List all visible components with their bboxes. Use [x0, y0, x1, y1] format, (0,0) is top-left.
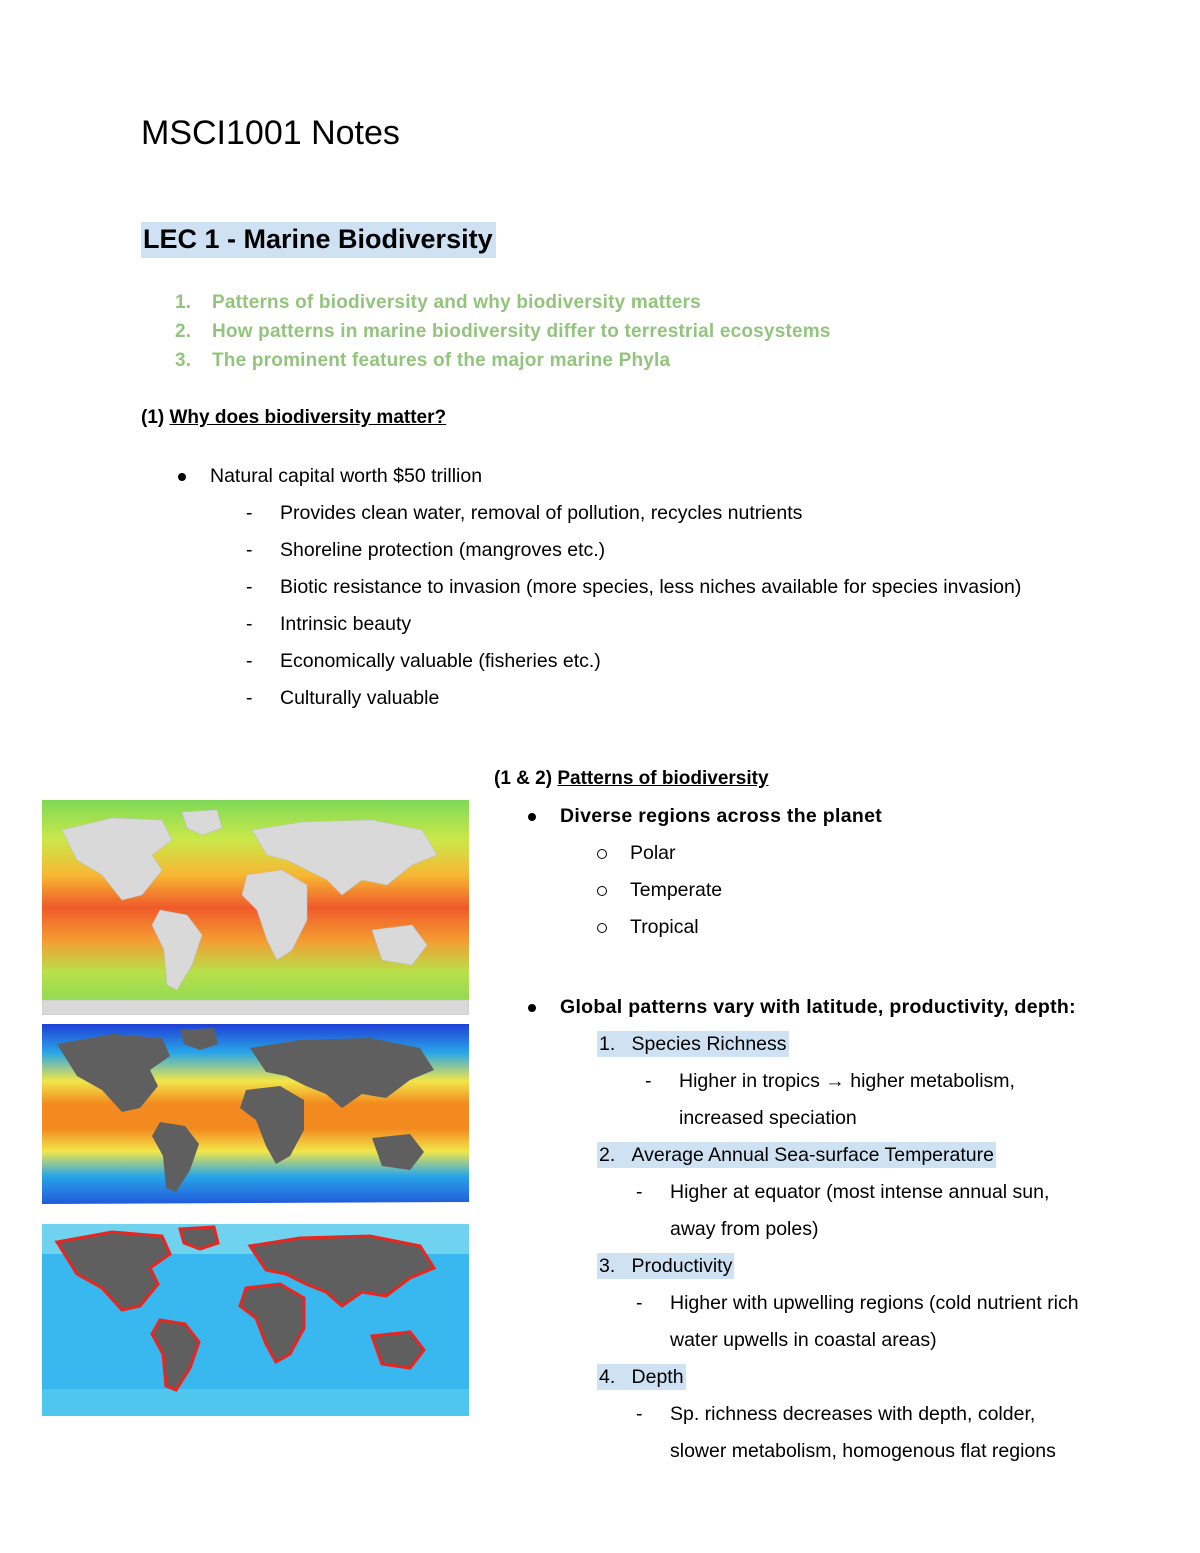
section1-title: Why does biodiversity matter?	[169, 407, 447, 428]
detail-text: increased speciation	[679, 1107, 857, 1129]
pattern-detail	[528, 1401, 1079, 1438]
dash-icon: -	[246, 650, 253, 672]
objective-text: Patterns of biodiversity and why biodiversity matters	[212, 292, 701, 313]
pattern-detail	[528, 1179, 1079, 1216]
section2-prefix: (1 & 2)	[494, 768, 558, 789]
pattern-label: Species Richness	[631, 1033, 787, 1055]
pattern-item	[528, 1031, 1079, 1068]
bullet-icon	[528, 1004, 536, 1012]
pattern-item	[528, 1142, 1079, 1179]
objective-number: 1.	[175, 292, 192, 313]
productivity-map-icon	[42, 1224, 469, 1416]
section2-list	[528, 803, 882, 951]
objective-text: The prominent features of the major marine Phyla	[212, 350, 671, 371]
circle-bullet-icon	[597, 886, 607, 896]
item-text: Culturally valuable	[280, 687, 440, 709]
dash-icon: -	[246, 539, 253, 561]
section2-heading	[494, 768, 769, 790]
list-item	[178, 611, 1021, 648]
map-figures	[42, 800, 469, 1416]
dash-icon: -	[246, 687, 253, 709]
sea-surface-temperature-map-icon	[42, 1024, 469, 1214]
pattern-label: Average Annual Sea-surface Temperature	[631, 1144, 994, 1166]
lecture-heading: LEC 1 - Marine Biodiversity	[141, 222, 496, 258]
pattern-detail-cont	[528, 1216, 1079, 1253]
document-title: MSCI1001 Notes	[141, 114, 400, 152]
list-item	[528, 840, 882, 877]
dash-icon: -	[645, 1070, 652, 1092]
list-item	[178, 685, 1021, 722]
region-text: Polar	[630, 842, 676, 864]
section2-title: Patterns of biodiversity	[557, 768, 769, 789]
region-text: Tropical	[630, 916, 699, 938]
pattern-number: 3.	[599, 1255, 616, 1277]
objective-number: 2.	[175, 321, 192, 342]
detail-text: slower metabolism, homogenous flat regions	[670, 1440, 1056, 1462]
pattern-detail	[528, 1290, 1079, 1327]
circle-bullet-icon	[597, 923, 607, 933]
detail-text: Higher with upwelling regions (cold nutrient rich	[670, 1292, 1079, 1314]
list-item	[178, 537, 1021, 574]
pattern-item	[528, 1253, 1079, 1290]
section1-list	[178, 463, 1021, 722]
item-text: Provides clean water, removal of pollution, recycles nutrients	[280, 502, 803, 524]
list-item	[178, 574, 1021, 611]
detail-text: water upwells in coastal areas)	[670, 1329, 937, 1351]
objective-item	[175, 290, 831, 319]
objective-text: How patterns in marine biodiversity differ to terrestrial ecosystems	[212, 321, 831, 342]
list-item	[528, 914, 882, 951]
bullet-text: Diverse regions across the planet	[560, 805, 883, 827]
pattern-detail-cont	[528, 1438, 1079, 1475]
section1-prefix: (1)	[141, 407, 170, 428]
item-text: Intrinsic beauty	[280, 613, 412, 635]
pattern-detail-cont	[528, 1105, 1079, 1142]
dash-icon: -	[636, 1181, 643, 1203]
item-text: Shoreline protection (mangroves etc.)	[280, 539, 606, 561]
item-text: Biotic resistance to invasion (more species, less niches available for species invasion)	[280, 576, 1022, 598]
region-text: Temperate	[630, 879, 723, 901]
objectives-list	[175, 290, 831, 377]
bullet-text: Natural capital worth $50 trillion	[210, 465, 483, 487]
objective-item	[175, 348, 831, 377]
list-item	[178, 648, 1021, 685]
pattern-label: Productivity	[631, 1255, 733, 1277]
pattern-detail	[528, 1068, 1079, 1105]
list-item	[528, 994, 1079, 1031]
list-item	[178, 500, 1021, 537]
objective-number: 3.	[175, 350, 192, 371]
objective-item	[175, 319, 831, 348]
item-text: Economically valuable (fisheries etc.)	[280, 650, 601, 672]
section1-heading	[141, 407, 446, 429]
pattern-number: 4.	[599, 1366, 616, 1388]
dash-icon: -	[636, 1403, 643, 1425]
detail-text: Higher at equator (most intense annual sun,	[670, 1181, 1050, 1203]
section2-patterns	[528, 994, 1079, 1475]
pattern-number: 1.	[599, 1033, 616, 1055]
list-item	[528, 877, 882, 914]
list-item	[528, 803, 882, 840]
dash-icon: -	[246, 576, 253, 598]
species-richness-map-icon	[42, 800, 469, 1015]
bullet-text: Global patterns vary with latitude, productivity, depth:	[560, 996, 1076, 1018]
detail-text: Higher in tropics → higher metabolism,	[679, 1070, 1015, 1092]
detail-text: away from poles)	[670, 1218, 819, 1240]
bullet-icon	[178, 473, 186, 481]
list-item	[178, 463, 1021, 500]
dash-icon: -	[246, 613, 253, 635]
dash-icon: -	[246, 502, 253, 524]
detail-text: Sp. richness decreases with depth, colder,	[670, 1403, 1036, 1425]
pattern-item	[528, 1364, 1079, 1401]
pattern-number: 2.	[599, 1144, 616, 1166]
pattern-detail-cont	[528, 1327, 1079, 1364]
dash-icon: -	[636, 1292, 643, 1314]
pattern-label: Depth	[631, 1366, 684, 1388]
circle-bullet-icon	[597, 849, 607, 859]
bullet-icon	[528, 813, 536, 821]
